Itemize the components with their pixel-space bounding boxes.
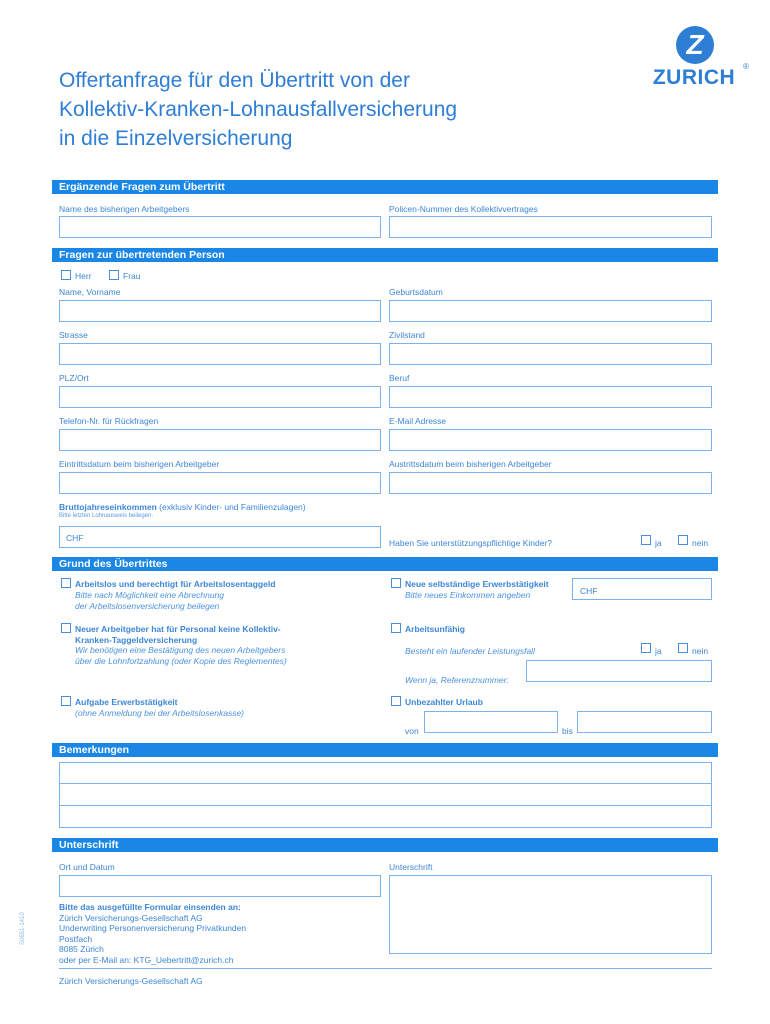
label-exit-date: Austrittsdatum beim bisherigen Arbeitgeber bbox=[389, 459, 552, 469]
label-employer-name: Name des bisherigen Arbeitgebers bbox=[59, 204, 190, 214]
reason-unpaid-leave: Unbezahlter Urlaub bbox=[405, 697, 483, 707]
street-field[interactable] bbox=[59, 343, 381, 365]
reference-number-field[interactable] bbox=[526, 660, 712, 682]
checkbox-children-yes[interactable] bbox=[641, 535, 651, 545]
checkbox-claim-no[interactable] bbox=[678, 643, 688, 653]
checkbox-claim-yes[interactable] bbox=[641, 643, 651, 653]
policy-number-field[interactable] bbox=[389, 216, 712, 238]
label-name: Name, Vorname bbox=[59, 287, 121, 297]
registered-mark: ® bbox=[743, 62, 749, 71]
send-instructions: Bitte das ausgefüllte Formular einsenden an: Zürich Versicherungs-Gesellschaft AG Underwriting Personenversicherung Privatkunden Postfach 8085 Zürich oder per E-Mail an: KTG_Uebertritt@zurich.ch bbox=[59, 902, 247, 965]
label-reference-number: Wenn ja, Referenznummer: bbox=[405, 675, 509, 685]
income-field[interactable] bbox=[59, 526, 381, 548]
section-header-signature: Unterschrift bbox=[52, 838, 718, 852]
reason-quit-work: Aufgabe Erwerbstätigkeit (ohne Anmeldung bei der Arbeitslosenkasse) bbox=[75, 697, 244, 718]
section-header-remarks: Bemerkungen bbox=[52, 743, 718, 757]
label-phone: Telefon-Nr. für Rückfragen bbox=[59, 416, 159, 426]
place-date-field[interactable] bbox=[59, 875, 381, 897]
label-birthdate: Geburtsdatum bbox=[389, 287, 443, 297]
label-to: bis bbox=[562, 726, 573, 736]
email-field[interactable] bbox=[389, 429, 712, 451]
label-job: Beruf bbox=[389, 373, 410, 383]
phone-field[interactable] bbox=[59, 429, 381, 451]
checkbox-unable-to-work[interactable] bbox=[391, 623, 401, 633]
section-header-supplementary: Ergänzende Fragen zum Übertritt bbox=[52, 180, 718, 194]
reason-unemployed: Arbeitslos und berechtigt für Arbeitslosentaggeld Bitte nach Möglichkeit eine Abrechnung der Arbeitslosenversicherung beilegen bbox=[75, 579, 276, 611]
income-currency: CHF bbox=[66, 533, 84, 543]
footer-divider bbox=[59, 968, 712, 969]
remarks-line-2[interactable] bbox=[59, 784, 712, 806]
checkbox-children-no[interactable] bbox=[678, 535, 688, 545]
income-note: Bitte letzten Lohnausweis beilegen. bbox=[59, 513, 154, 519]
label-income: Bruttojahreseinkommen (exklusiv Kinder- und Familienzulagen) bbox=[59, 502, 306, 512]
email-address: oder per E-Mail an: KTG_Uebertritt@zurich.ch bbox=[59, 954, 234, 965]
signature-field[interactable] bbox=[389, 875, 712, 954]
label-frau: Frau bbox=[123, 271, 141, 281]
label-policy-number: Policen-Nummer des Kollektivvertrages bbox=[389, 204, 538, 214]
checkbox-unemployed[interactable] bbox=[61, 578, 71, 588]
employer-name-field[interactable] bbox=[59, 216, 381, 238]
label-children-yes: ja bbox=[655, 538, 662, 548]
zurich-z-icon: Z bbox=[676, 26, 714, 64]
checkbox-frau[interactable] bbox=[109, 270, 119, 280]
label-herr: Herr bbox=[75, 271, 92, 281]
checkbox-unpaid-leave[interactable] bbox=[391, 696, 401, 706]
label-children-question: Haben Sie unterstützungspflichtige Kinder? bbox=[389, 538, 553, 548]
label-entry-date: Eintrittsdatum beim bisherigen Arbeitgeber bbox=[59, 459, 220, 469]
label-from: von bbox=[405, 726, 419, 736]
name-field[interactable] bbox=[59, 300, 381, 322]
checkbox-self-employed[interactable] bbox=[391, 578, 401, 588]
reason-unable-to-work: Arbeitsunfähig bbox=[405, 624, 465, 634]
label-ongoing-claim: Besteht ein laufender Leistungsfall bbox=[405, 646, 535, 656]
section-header-person: Fragen zur übertretenden Person bbox=[52, 248, 718, 262]
new-income-currency: CHF bbox=[580, 586, 598, 596]
birthdate-field[interactable] bbox=[389, 300, 712, 322]
label-civil-status: Zivilstand bbox=[389, 330, 425, 340]
form-code: S0651-1410 bbox=[20, 912, 26, 945]
leave-to-field[interactable] bbox=[577, 711, 712, 733]
reason-new-employer: Neuer Arbeitgeber hat für Personal keine Kollektiv- Kranken-Taggeldversicherung Wir benötigen eine Bestätigung des neuen Arbeitgebers über die Lohnfortzahlung (oder Kopie des Reglementes) bbox=[75, 624, 287, 666]
job-field[interactable] bbox=[389, 386, 712, 408]
zurich-logo bbox=[640, 26, 752, 96]
label-email: E-Mail Adresse bbox=[389, 416, 447, 426]
checkbox-quit-work[interactable] bbox=[61, 696, 71, 706]
checkbox-new-employer[interactable] bbox=[61, 623, 71, 633]
logo-wordmark: ZURICH bbox=[652, 66, 736, 89]
exit-date-field[interactable] bbox=[389, 472, 712, 494]
footer-company: Zürich Versicherungs-Gesellschaft AG bbox=[59, 976, 203, 986]
label-children-no: nein bbox=[692, 538, 709, 548]
remarks-line-3[interactable] bbox=[59, 806, 712, 828]
label-signature: Unterschrift bbox=[389, 862, 433, 872]
label-claim-no: nein bbox=[692, 646, 709, 656]
label-plz: PLZ/Ort bbox=[59, 373, 89, 383]
entry-date-field[interactable] bbox=[59, 472, 381, 494]
reason-self-employed: Neue selbständige Erwerbstätigkeit Bitte neues Einkommen angeben bbox=[405, 579, 549, 600]
leave-from-field[interactable] bbox=[424, 711, 558, 733]
label-place-date: Ort und Datum bbox=[59, 862, 115, 872]
label-street: Strasse bbox=[59, 330, 88, 340]
section-header-reason: Grund des Übertrittes bbox=[52, 557, 718, 571]
checkbox-herr[interactable] bbox=[61, 270, 71, 280]
page-title: Offertanfrage für den Übertritt von der Kollektiv-Kranken-Lohnausfallversicherung in die Einzelversicherung bbox=[59, 69, 458, 150]
remarks-line-1[interactable] bbox=[59, 762, 712, 784]
civil-status-field[interactable] bbox=[389, 343, 712, 365]
plz-field[interactable] bbox=[59, 386, 381, 408]
label-claim-yes: ja bbox=[655, 646, 662, 656]
new-income-field[interactable] bbox=[572, 578, 712, 600]
